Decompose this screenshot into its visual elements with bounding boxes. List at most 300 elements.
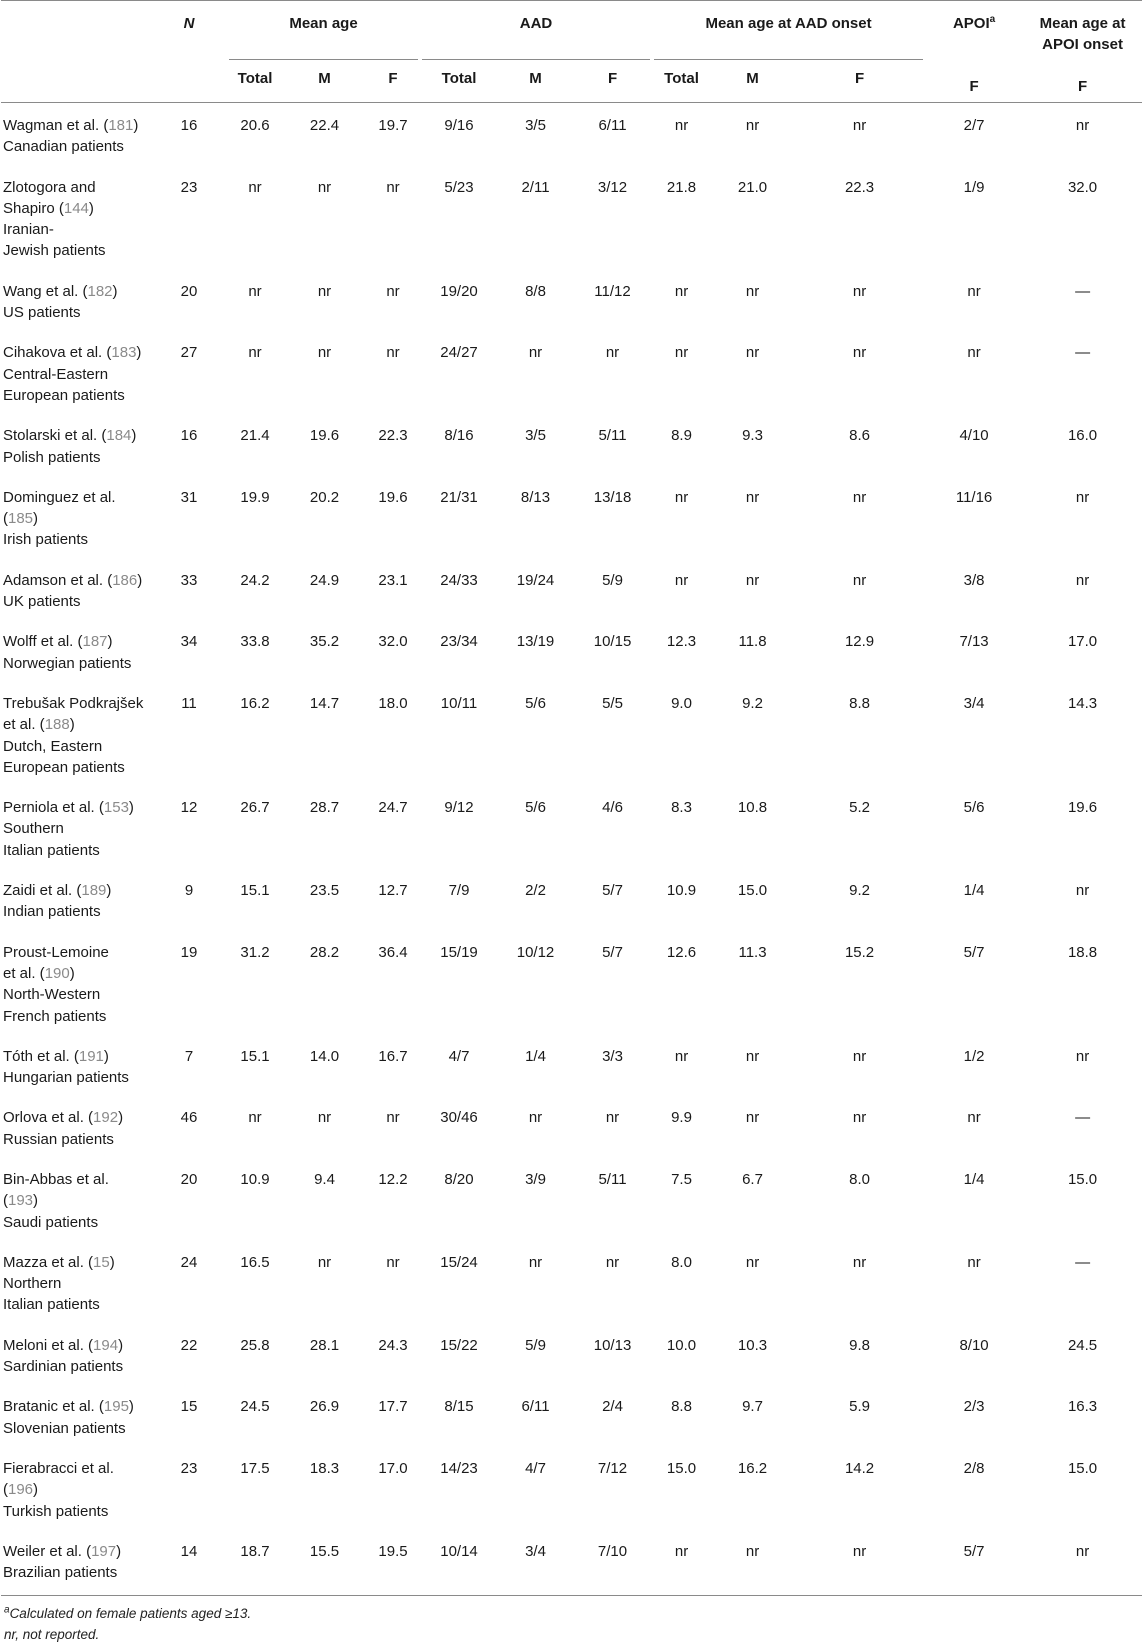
cell-aad-m: 13/19 [516,633,555,651]
cell-onset-m: nr [745,1109,760,1127]
header-apoi [925,1,1023,59]
cell-onset-m: 21.0 [737,178,768,196]
reference-close: ) [116,1542,122,1560]
footnote-a [4,1603,1142,1624]
cell-aad-total: 15/24 [440,1253,478,1271]
cell-n: 11 [181,694,197,712]
cell-age-f: 12.2 [378,1170,408,1188]
cell-age-total: 24.5 [240,1398,270,1416]
cell-n: 19 [180,943,198,961]
cell-aad-f: nr [605,1253,620,1271]
reference-close: ) [106,882,112,900]
table-row [1,475,1142,558]
cell-age-f: 22.3 [378,427,408,445]
cell-aad-total: 8/15 [444,1398,474,1416]
cell-aad-m: 10/12 [516,943,555,961]
cell-aad-total: 30/46 [440,1109,478,1127]
cell-age-f: 23.1 [378,571,408,589]
study-cell [1,558,151,620]
cell-apoi-f: 3/8 [963,571,985,589]
cell-aad-f: 7/12 [597,1459,628,1477]
reference-close: ) [128,1398,134,1416]
cell-onset-f: 5.9 [849,1398,870,1416]
table-row [1,1095,1142,1157]
cell-age-f: 17.0 [378,1459,408,1477]
cell-aad-f: 6/11 [598,117,627,134]
sub-aad-total: Total [441,70,477,87]
sub-onset-total: Total [664,70,699,87]
population-label: Dutch, Eastern [3,737,103,755]
cell-apoi-onset-f: nr [1075,571,1090,589]
study-cell [1,1384,151,1446]
population-label: Canadian patients [3,138,124,156]
study-cell [1,1446,151,1529]
cell-age-m: nr [317,1109,332,1127]
cell-apoi-onset-f: 17.0 [1067,633,1098,651]
cell-onset-total: 8.3 [671,799,692,817]
cell-onset-total: nr [674,571,689,589]
cell-apoi-onset-f: 18.8 [1067,943,1098,961]
cell-onset-total: 8.0 [671,1253,692,1271]
reference-number: 192 [93,1109,119,1127]
cell-apoi-onset-f: — [1075,1253,1091,1271]
cell-age-f: 19.7 [378,117,408,134]
cell-aad-m: 2/11 [521,178,550,196]
reference-close: ) [88,199,94,217]
population-label: North-Western [3,986,101,1004]
study-cell [1,1529,151,1591]
cell-aad-f: 5/11 [598,1170,627,1188]
reference-close: ) [137,571,143,589]
study-name: Perniola et al. ( [3,799,104,817]
study-cell [1,681,151,785]
cell-aad-f: nr [605,344,620,362]
table-row [1,868,1142,930]
study-name: Weiler et al. ( [3,1542,92,1560]
cell-onset-m: 6.7 [742,1170,763,1188]
cell-n: 20 [180,1170,198,1188]
cell-age-m: 14.0 [309,1047,340,1065]
cell-age-total: 31.2 [240,943,270,961]
cell-onset-m: nr [745,1253,760,1271]
cell-onset-f: 8.0 [849,1170,870,1188]
table-row [1,1240,1142,1323]
population-label: French patients [3,1007,107,1025]
table-row [1,1323,1142,1385]
cell-onset-m: 16.2 [737,1459,768,1477]
cell-aad-m: 3/5 [525,117,546,134]
cell-onset-total: 15.0 [666,1459,697,1477]
cell-apoi-f: 11/16 [955,488,993,506]
cell-age-total: 21.4 [240,427,270,445]
cell-onset-f: nr [852,344,867,362]
reference-number: 182 [87,282,113,300]
cell-onset-m: nr [745,1542,760,1560]
reference-number: 184 [106,427,132,445]
cell-aad-total: 21/31 [440,488,478,506]
cell-aad-m: 5/6 [525,799,546,817]
cell-age-m: nr [317,282,332,300]
population-label: Southern [3,820,64,838]
study-name-cont: et al. ( [3,716,45,734]
reference-close: ) [136,344,142,362]
cell-apoi-onset-f: nr [1075,488,1090,506]
cell-apoi-f: 1/9 [963,178,985,196]
cell-aad-m: 5/9 [525,1336,546,1354]
cell-apoi-onset-f: — [1075,344,1091,362]
cell-age-m: nr [317,344,332,362]
cell-age-total: 17.5 [240,1459,270,1477]
cell-n: 24 [180,1253,198,1271]
header-apoi-label: APOI [952,15,990,32]
sub-apoi-onset-f: F [1077,78,1088,95]
cell-age-total: 20.6 [240,117,270,134]
cell-aad-total: 5/23 [444,178,474,196]
reference-close: ) [69,964,75,982]
population-label: Italian patients [3,841,100,859]
cell-aad-total: 10/14 [440,1542,478,1560]
header-study-blank [1,1,151,59]
cell-onset-f: 8.8 [849,694,870,712]
study-cell [1,475,151,558]
cell-onset-m: 9.7 [742,1398,763,1416]
cell-aad-m: 8/13 [520,488,551,506]
cell-aad-m: 3/4 [525,1542,546,1560]
cell-apoi-f: 8/10 [959,1336,989,1354]
study-name: Mazza et al. ( [3,1253,94,1271]
cell-age-m: 35.2 [309,633,340,651]
reference-close: ) [128,799,134,817]
population-label: Slovenian patients [3,1419,126,1437]
cell-onset-total: nr [674,488,689,506]
cell-age-m: 26.9 [309,1398,340,1416]
footnotes [1,1596,1142,1645]
cell-apoi-f: 1/2 [963,1047,985,1065]
cell-age-f: 32.0 [378,633,408,651]
cell-onset-total: 12.6 [666,943,697,961]
table-row [1,1529,1142,1591]
cell-apoi-onset-f: — [1075,282,1091,300]
cell-aad-m: 19/24 [516,571,555,589]
cell-apoi-onset-f: 15.0 [1067,1170,1098,1188]
header-mean-age-apoi-onset: Mean age at APOI onset [1039,15,1126,53]
cell-aad-total: 24/27 [440,344,478,362]
cell-age-m: 28.7 [309,799,340,817]
reference-number: 183 [111,344,137,362]
footnote-nr: nr, not reported. [4,1627,100,1643]
cell-onset-m: 11.8 [738,633,767,651]
data-table [1,1,1142,1590]
cell-age-f: nr [386,1253,400,1271]
cell-aad-total: 19/20 [440,282,478,300]
study-cell [1,1323,151,1385]
cell-onset-m: 9.2 [742,694,763,712]
cell-onset-f: 9.2 [849,882,870,900]
cell-onset-m: nr [745,571,760,589]
study-name: Bin-Abbas et al. [3,1170,109,1188]
table-body [1,103,1142,1591]
cell-onset-m: 15.0 [737,882,768,900]
population-label: Irish patients [3,531,89,549]
study-cell [1,785,151,868]
footnote-a-text: Calculated on female patients aged ≥13. [9,1606,252,1622]
population-label: Russian patients [3,1130,114,1148]
cell-onset-total: 21.8 [666,178,697,196]
cell-apoi-f: 5/7 [963,1542,985,1560]
cell-aad-f: 5/9 [602,571,623,589]
cell-age-f: 24.7 [378,799,408,817]
cell-n: 9 [184,882,194,900]
cell-onset-total: nr [674,1047,689,1065]
cell-onset-f: nr [852,117,867,134]
population-label: US patients [3,304,81,322]
cell-aad-f: 10/13 [593,1336,632,1354]
table-row [1,1157,1142,1240]
table-header [1,1,1142,103]
header-aad-label: AAD [519,15,553,32]
cell-n: 31 [180,488,198,506]
cell-n: 15 [180,1398,198,1416]
reference-close: ) [109,1253,115,1271]
cell-age-total: 26.7 [240,799,270,817]
reference-close: ) [133,117,139,134]
cell-age-total: 24.2 [240,571,270,589]
study-name: Dominguez et al. [3,488,116,506]
footnote-a-marker: a [4,1604,10,1616]
reference-close: ) [107,633,113,651]
reference-number: 185 [8,510,34,528]
cell-age-m: 28.2 [309,943,340,961]
reference-close: ) [103,1047,109,1065]
study-name: Adamson et al. ( [3,571,113,589]
cell-onset-m: nr [745,282,760,300]
sub-age-m: M [318,70,331,87]
cell-aad-m: 4/7 [525,1459,546,1477]
sub-apoi-f: F [969,78,979,95]
cell-onset-m: nr [745,344,760,362]
cell-aad-m: 3/5 [525,427,546,445]
study-name: Zaidi et al. ( [3,882,82,900]
cell-apoi-onset-f: nr [1075,1047,1090,1065]
cell-n: 16 [180,117,198,134]
cell-age-total: 33.8 [240,633,270,651]
cell-onset-m: nr [745,1047,760,1065]
cell-onset-total: nr [674,117,689,134]
cell-aad-m: 2/2 [525,882,546,900]
cell-age-total: 19.9 [240,488,270,506]
cell-apoi-onset-f: 16.0 [1067,427,1098,445]
population-label: European patients [3,758,125,776]
study-cell [1,1095,151,1157]
cell-onset-total: 8.8 [671,1398,692,1416]
cell-aad-f: 3/12 [597,178,628,196]
cell-apoi-f: 2/7 [963,117,985,134]
study-cell [1,619,151,681]
table-row [1,619,1142,681]
cell-age-f: nr [386,178,400,196]
cell-onset-m: nr [745,488,760,506]
reference-close: ) [33,510,39,528]
cell-age-f: nr [386,344,400,362]
table-container [1,0,1142,1645]
table-row [1,558,1142,620]
cell-age-total: 16.5 [240,1253,270,1271]
cell-apoi-f: 3/4 [963,694,985,712]
cell-age-total: 15.1 [240,882,270,900]
header-mean-age [227,1,420,59]
cell-apoi-onset-f: nr [1075,117,1090,134]
cell-apoi-f: nr [967,282,981,300]
reference-close: ) [33,1192,39,1210]
cell-n: 20 [180,282,198,300]
cell-aad-m: 8/8 [525,282,546,300]
cell-aad-total: 9/12 [444,799,474,817]
cell-onset-total: nr [674,282,689,300]
reference-number: 190 [44,964,70,982]
cell-age-m: nr [317,178,332,196]
sub-onset-f: F [854,70,865,87]
cell-aad-f: 10/15 [593,633,632,651]
cell-aad-m: nr [528,344,543,362]
cell-age-total: 16.2 [240,694,270,712]
cell-aad-f: 5/7 [602,943,623,961]
table-row [1,1034,1142,1096]
reference-number: 193 [8,1192,34,1210]
cell-aad-f: 3/3 [602,1047,623,1065]
cell-aad-f: nr [605,1109,620,1127]
reference-close: ) [118,1336,124,1354]
study-name: Stolarski et al. ( [3,427,107,445]
cell-age-total: 25.8 [240,1336,270,1354]
reference-number: 195 [103,1398,129,1416]
cell-apoi-onset-f: nr [1075,882,1090,900]
cell-onset-total: 12.3 [666,633,697,651]
sub-age-total: Total [237,70,273,87]
cell-aad-f: 2/4 [602,1398,623,1416]
cell-onset-f: nr [852,1109,867,1127]
cell-aad-total: 15/22 [440,1336,478,1354]
cell-apoi-onset-f: 14.3 [1067,694,1098,712]
cell-age-total: 15.1 [240,1047,270,1065]
cell-onset-m: 10.8 [737,799,768,817]
cell-onset-total: 7.5 [671,1170,692,1188]
sub-aad-m: M [529,70,542,87]
sub-aad-f: F [607,70,618,87]
table-row [1,785,1142,868]
cell-age-total: nr [248,344,262,362]
cell-onset-m: 10.3 [737,1336,768,1354]
cell-age-m: 19.6 [309,427,340,445]
study-name: Trebušak Podkrajšek [3,694,144,712]
cell-onset-total: 8.9 [671,427,692,445]
reference-number: 187 [82,633,108,651]
reference-number: 186 [112,571,138,589]
cell-n: 16 [180,427,198,445]
cell-age-total: nr [248,282,262,300]
population-label: Hungarian patients [3,1069,129,1087]
cell-onset-f: 5.2 [849,799,870,817]
study-name: Orlova et al. ( [3,1109,94,1127]
study-cell [1,1157,151,1240]
cell-aad-m: nr [528,1253,543,1271]
population-label: Turkish patients [3,1502,109,1520]
reference-close: ) [33,1481,39,1499]
population-label: Italian patients [3,1296,100,1314]
table-row [1,413,1142,475]
cell-apoi-onset-f: 19.6 [1067,799,1098,817]
cell-apoi-onset-f: 15.0 [1067,1459,1098,1477]
cell-onset-total: 9.0 [671,694,692,712]
reference-number: 191 [78,1047,104,1065]
subheader-row [1,59,1142,103]
table-row [1,930,1142,1034]
cell-aad-f: 4/6 [602,799,623,817]
cell-onset-f: 15.2 [844,943,875,961]
cell-aad-m: 5/6 [525,694,546,712]
table-row [1,103,1142,165]
cell-onset-total: 10.0 [666,1336,697,1354]
cell-n: 46 [180,1109,198,1127]
cell-age-total: 18.7 [240,1542,270,1560]
study-cell [1,1034,151,1096]
cell-aad-f: 5/5 [602,694,623,712]
cell-apoi-f: 4/10 [959,427,989,445]
cell-aad-m: nr [528,1109,543,1127]
reference-number: 197 [91,1542,117,1560]
cell-age-m: 28.1 [309,1336,340,1354]
population-label: Brazilian patients [3,1564,118,1582]
cell-age-m: nr [317,1253,332,1271]
cell-age-m: 22.4 [309,117,340,134]
cell-aad-total: 8/20 [444,1170,474,1188]
cell-apoi-f: nr [967,1109,981,1127]
population-label: Central-Eastern [3,365,109,383]
cell-n: 12 [180,799,198,817]
cell-age-f: 19.6 [378,488,408,506]
cell-onset-f: 9.8 [849,1336,870,1354]
study-name: Bratanic et al. ( [3,1398,104,1416]
header-apoi-footnote-marker: a [989,14,996,25]
reference-number: 153 [103,799,129,817]
header-n: N [183,15,195,32]
study-cell [1,103,151,165]
cell-aad-f: 5/7 [602,882,623,900]
cell-aad-total: 9/16 [444,117,474,134]
cell-aad-f: 7/10 [597,1542,628,1560]
study-cell [1,1240,151,1323]
cell-n: 14 [180,1542,198,1560]
cell-age-m: 9.4 [314,1170,335,1188]
sub-age-f: F [388,70,398,87]
cell-aad-total: 23/34 [440,633,478,651]
cell-onset-total: 10.9 [666,882,697,900]
cell-apoi-f: nr [967,344,981,362]
cell-age-m: 23.5 [309,882,340,900]
study-name: Wolff et al. ( [3,633,83,651]
population-label: Norwegian patients [3,654,132,672]
population-label: Sardinian patients [3,1358,124,1376]
cell-age-f: nr [386,1109,400,1127]
cell-n: 33 [180,571,198,589]
population-label: Northern [3,1275,62,1293]
sub-onset-m: M [746,70,759,87]
study-name-cont: Shapiro ( [3,199,64,217]
population-label: European patients [3,386,125,404]
reference-close: ) [69,716,75,734]
study-cell [1,330,151,413]
cell-onset-total: 9.9 [671,1109,692,1127]
cell-aad-f: 11/12 [594,282,631,300]
